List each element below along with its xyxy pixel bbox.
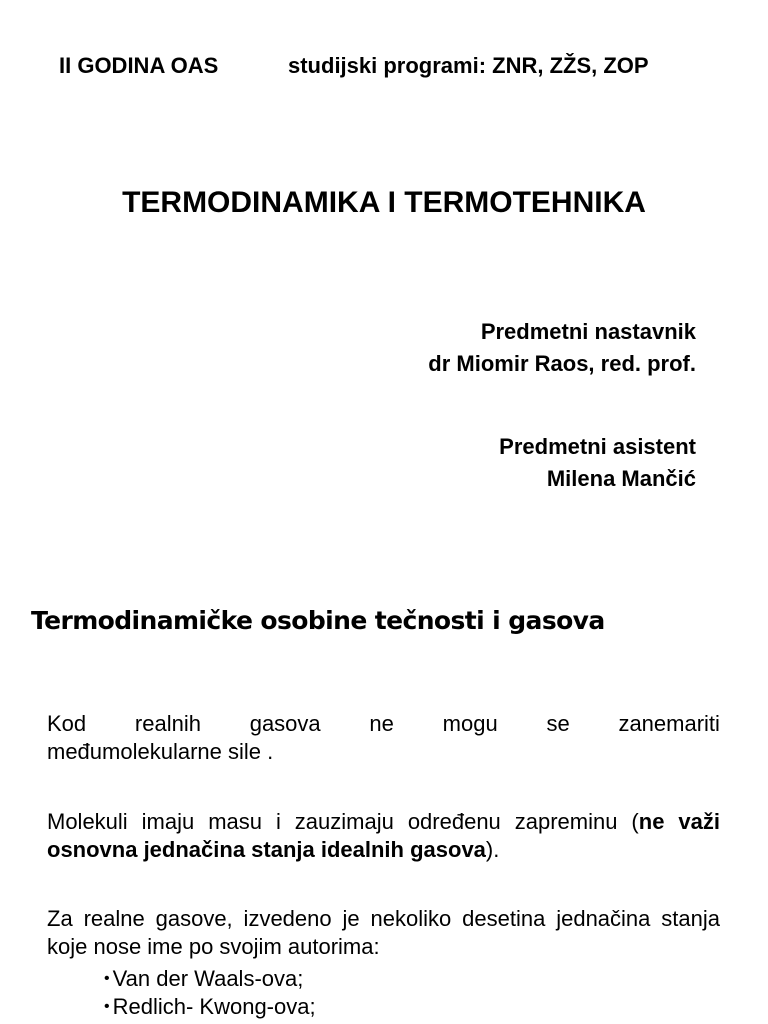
word: se: [546, 711, 570, 736]
paragraph-3: Za realne gasove, izvedeno je nekoliko desetina jednačina stanja koje nose ime po svojim autorima:: [47, 906, 720, 959]
teacher-role: Predmetni nastavnik: [480, 319, 696, 344]
paragraph-2: [47, 808, 720, 864]
paragraph-2-start: Molekuli imaju masu i zauzimaju određenu zapreminu (: [47, 809, 639, 834]
teacher-block: [428, 316, 696, 380]
word: realnih: [134, 711, 201, 736]
assistant-block: [499, 431, 696, 495]
page-title: TERMODINAMIKA I TERMOTEHNIKA: [122, 186, 646, 219]
assistant-role: Predmetni asistent: [499, 434, 696, 459]
word: gasova: [249, 711, 321, 736]
paragraph-2-end: ).: [485, 837, 500, 862]
bullet-icon: •: [104, 998, 110, 1015]
paragraph-1-line-1: [47, 710, 720, 738]
header-programs: studijski programi: ZNR, ZŽS, ZOP: [288, 53, 649, 78]
list-item-label: Redlich- Kwong-ova;: [112, 994, 316, 1019]
list-item: [104, 965, 316, 993]
word: mogu: [442, 711, 498, 736]
word: zanemariti: [618, 711, 720, 736]
paragraph-1: [47, 710, 720, 766]
equations-list: [104, 965, 316, 1021]
section-title: Termodinamičke osobine tečnosti i gasova: [31, 606, 605, 635]
word: Kod: [47, 711, 87, 736]
assistant-name: Milena Mančić: [546, 466, 696, 491]
teacher-name: dr Miomir Raos, red. prof.: [428, 351, 696, 376]
paragraph-1-line-2: međumolekularne sile .: [47, 739, 274, 764]
word: ne: [369, 711, 394, 736]
bullet-icon: •: [104, 970, 110, 987]
header-year: II GODINA OAS: [59, 53, 219, 78]
list-item-label: Van der Waals-ova;: [112, 966, 304, 991]
paragraph-2-bold: ne važi osnovna jednačina stanja idealnih gasova: [47, 809, 720, 862]
list-item: [104, 993, 316, 1021]
